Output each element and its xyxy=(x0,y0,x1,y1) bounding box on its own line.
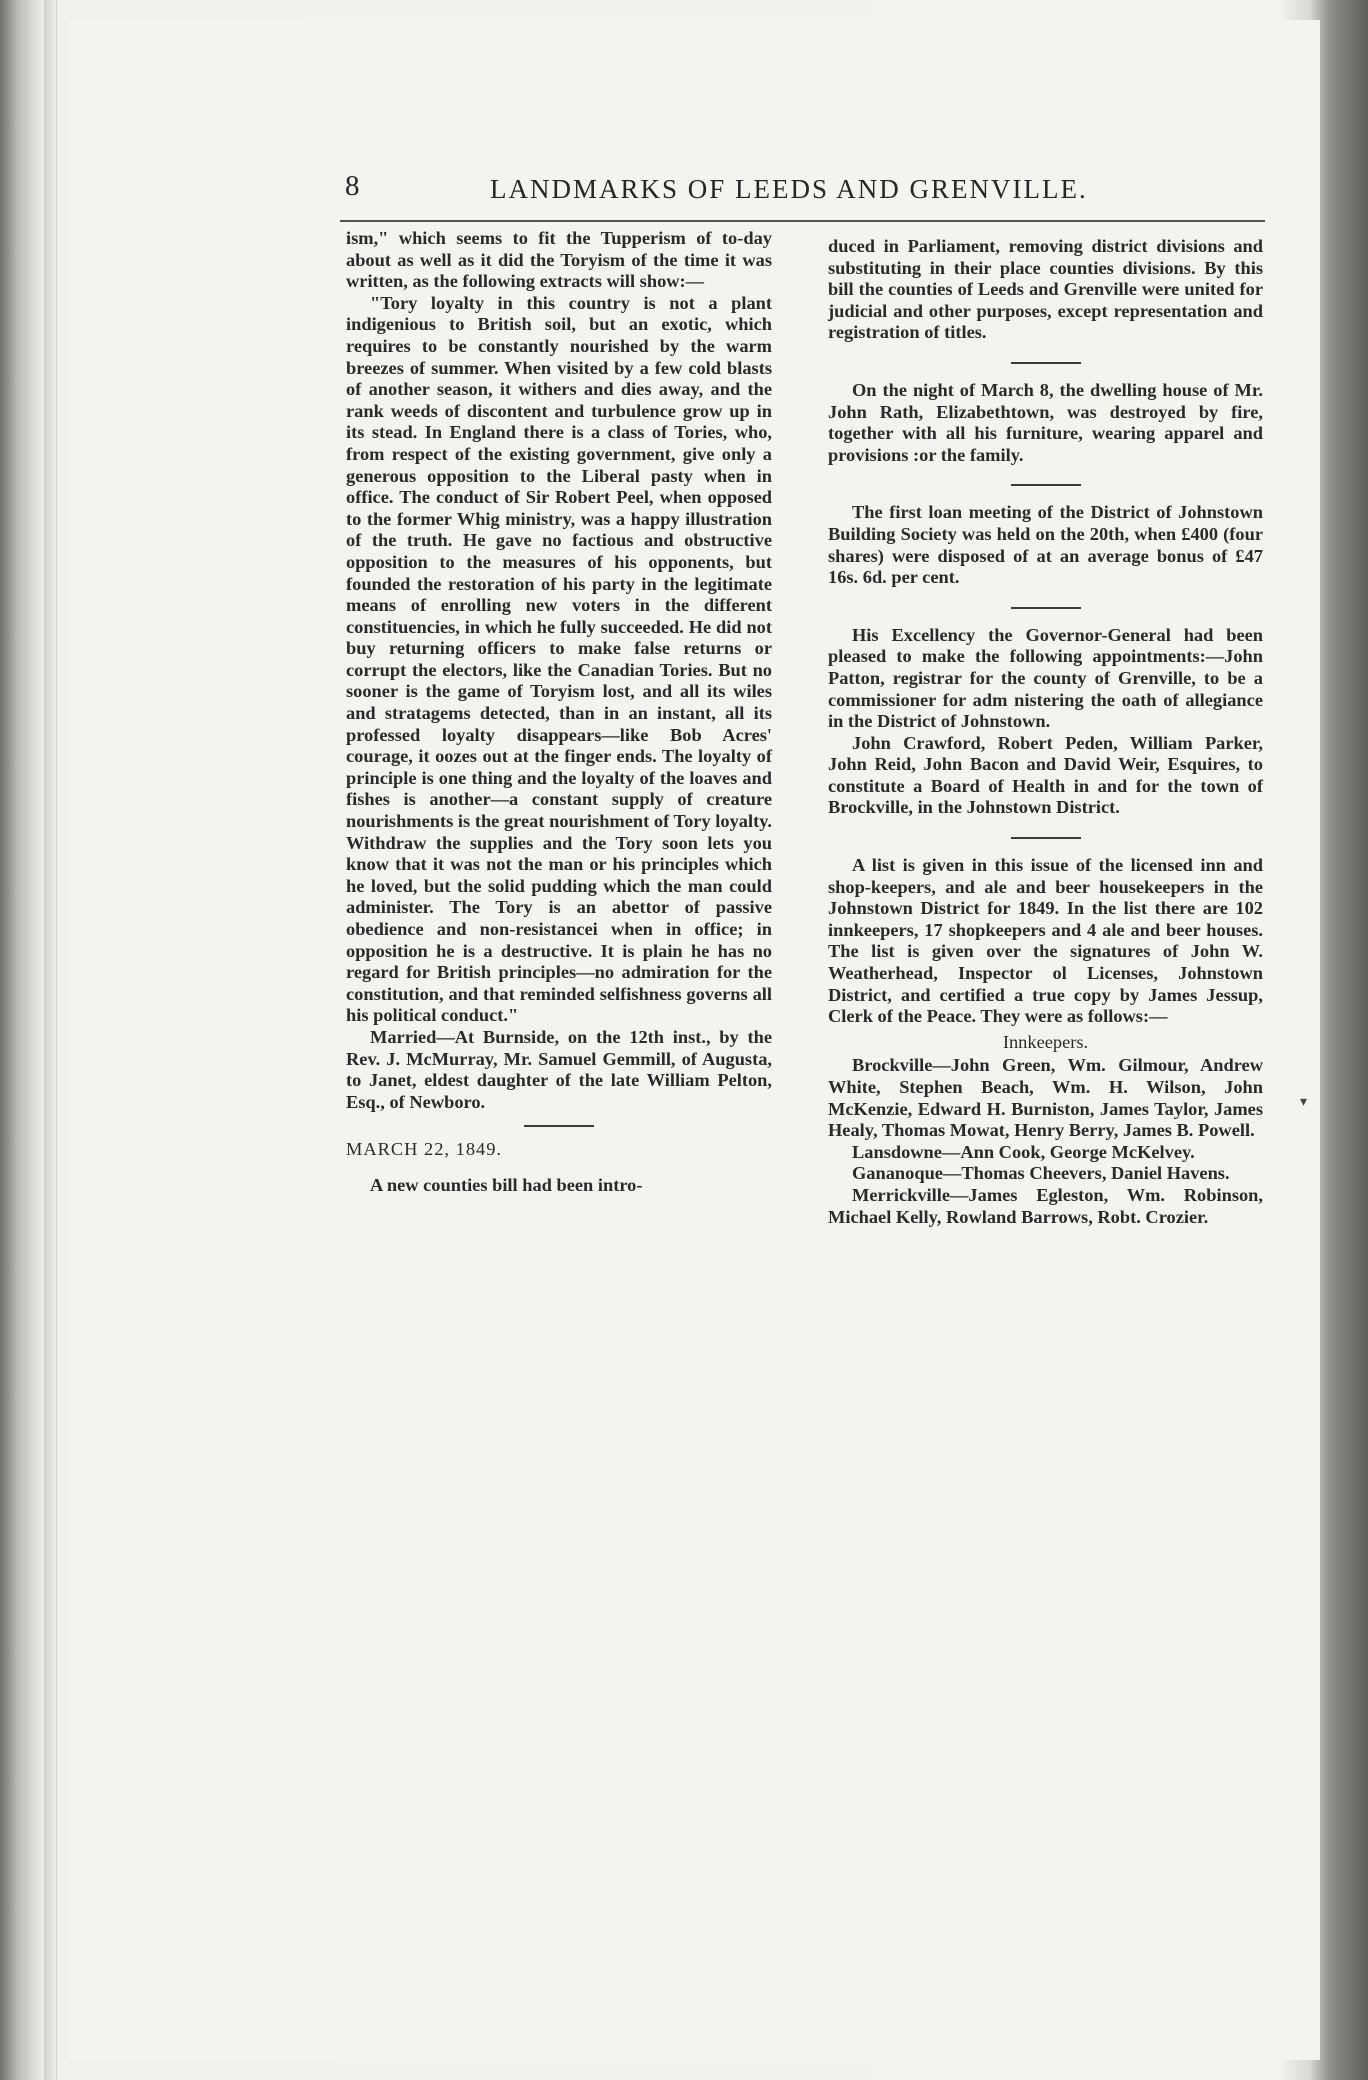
page-header xyxy=(345,170,1270,210)
paragraph: A list is given in this issue of the licensed inn and shop-keepers, and ale and beer housekeepers in the Johnstown District for 1849. In the list there are 102 innkeepers, 17 shopkeepers and 4 ale and beer houses. The list is given over the signatures of John W. Weatherhead, Inspector ol Licenses, Johnstown District, and certified a true copy by James Jessup, Clerk of the Peace. They were as follows:— xyxy=(828,855,1263,1027)
section-divider xyxy=(1011,837,1081,839)
paragraph: "Tory loyalty in this country is not a plant indigenious to British soil, but an exotic, which requires to be constantly nourished by the warm breezes of summer. When visited by a few cold blasts of another season, it withers and dies away, and the rank weeds of discontent and turbulence grow up in its stead. In England there is a class of Tories, who, from respect of the existing government, give only a generous opposition to the Liberal pasty when in office. The conduct of Sir Robert Peel, when opposed to the former Whig ministry, was a happy illustration of the truth. He gave no factious and obstructive opposition to the measures of his opponents, but founded the restoration of his party in the legitimate means of enrolling new voters in the different constituencies, in which he fully succeeded. He did not buy returning officers to make false returns or corrupt the electors, like the Canadian Tories. But no sooner is the game of Toryism lost, and all its wiles and stratagems detected, than in an instant, all its professed loyalty disappears—like Bob Acres' courage, it oozes out at the finger ends. The loyalty of principle is one thing and the loyalty of the loaves and fishes is another—a constant supply of creature nourishments is the great nourishment of Tory loyalty. Withdraw the supplies and the Tory soon lets you know that it was not the man or his principles which he loved, but the solid pudding which the man could administer. The Tory is an abettor of passive obedience and non-resistancei when in office; in opposition he is a destructive. It is plain he has no regard for British principles—no admiration for the constitution, and that reminded selfishness governs all his political conduct." xyxy=(346,292,772,1026)
subheading: Innkeepers. xyxy=(1002,1031,1089,1052)
header-rule xyxy=(340,220,1265,222)
paragraph: Brockville—John Green, Wm. Gilmour, Andrew White, Stephen Beach, Wm. H. Wilson, John McKenzie, Edward H. Burniston, James Taylor, James Healy, Thomas Mowat, Henry Berry, James B. Powell. xyxy=(828,1055,1263,1141)
running-title: LANDMARKS OF LEEDS AND GRENVILLE. xyxy=(490,174,1088,204)
right-column xyxy=(828,236,1263,1228)
paragraph: duced in Parliament, removing district divisions and substituting in their place counties divisions. By this bill the counties of Leeds and Grenville were united for judicial and other purposes, except representation and registration of titles. xyxy=(828,236,1263,343)
paragraph: His Excellency the Governor-General had been pleased to make the following appointments:—John Patton, registrar for the county of Grenville, to be a commissioner for adm nistering the oath of allegiance in the District of Johnstown. xyxy=(828,624,1263,732)
paragraph: Lansdowne—Ann Cook, George McKelvey. xyxy=(852,1141,1195,1162)
paragraph: A new counties bill had been intro- xyxy=(370,1174,643,1195)
dateline: MARCH 22, 1849. xyxy=(346,1139,503,1160)
section-divider xyxy=(524,1125,594,1127)
paragraph: Married—At Burnside, on the 12th inst., by the Rev. J. McMurray, Mr. Samuel Gemmill, of Augusta, to Janet, eldest daughter of the late William Pelton, Esq., of Newboro. xyxy=(346,1026,772,1112)
page-edge xyxy=(44,0,57,2080)
paragraph: Merrickville—James Egleston, Wm. Robinson, Michael Kelly, Rowland Barrows, Robt. Crozier. xyxy=(828,1184,1263,1227)
paragraph: On the night of March 8, the dwelling house of Mr. John Rath, Elizabethtown, was destroyed by fire, together with all his furniture, wearing apparel and provisions :or the family. xyxy=(828,379,1263,465)
section-divider xyxy=(1011,607,1081,609)
paragraph: John Crawford, Robert Peden, William Parker, John Reid, John Bacon and David Weir, Esquires, to constitute a Board of Health in and for the town of Brockville, in the Johnstown District. xyxy=(828,732,1263,818)
paragraph: The first loan meeting of the District of Johnstown Building Society was held on the 20th, when £400 (four shares) were disposed of at an average bonus of £47 16s. 6d. per cent. xyxy=(828,502,1263,588)
margin-mark: ▾ xyxy=(1300,1094,1308,1110)
left-column xyxy=(346,228,772,1197)
page-number: 8 xyxy=(345,170,360,202)
paragraph: Gananoque—Thomas Cheevers, Daniel Havens. xyxy=(852,1163,1230,1184)
section-divider xyxy=(1011,362,1081,364)
paragraph: ism," which seems to fit the Tupperism of to-day about as well as it did the Toryism of the time it was written, as the following extracts will show:— xyxy=(346,228,772,292)
section-divider xyxy=(1011,484,1081,486)
